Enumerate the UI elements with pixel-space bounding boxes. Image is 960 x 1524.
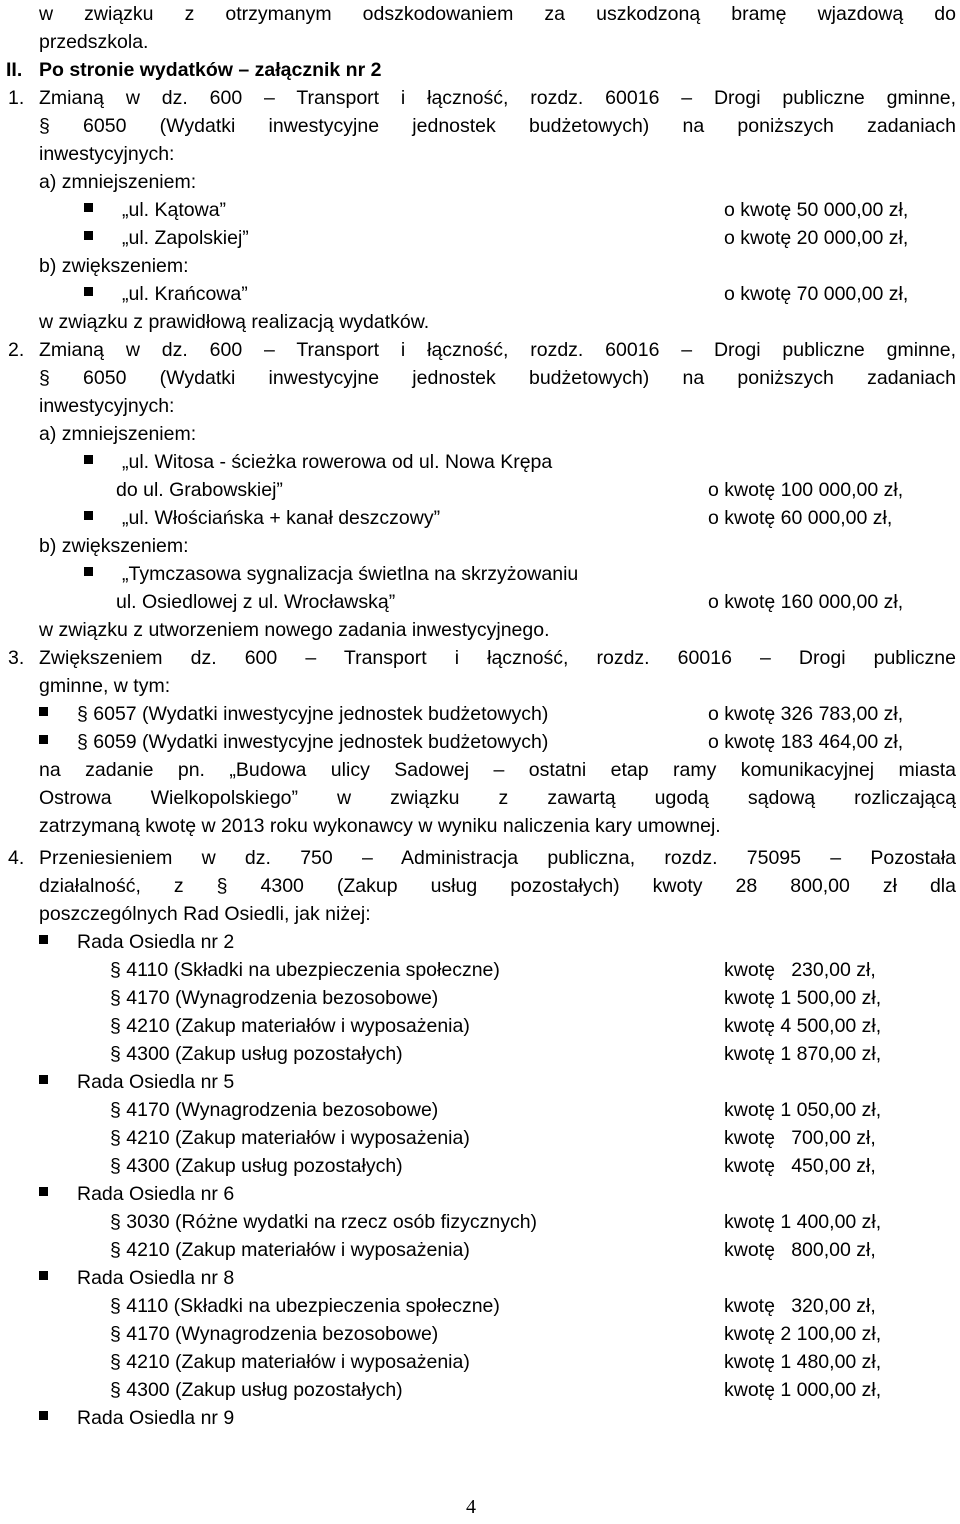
council-item-amount: kwotę 450,00 zł,: [724, 1155, 876, 1177]
text-line: „ul. Włościańska + kanał deszczowy”: [122, 507, 441, 529]
text-line: § 6050 (Wydatki inwestycyjne jednostek budżetowych) na poniższych zadaniach: [39, 115, 956, 137]
council-item-text: § 4210 (Zakup materiałów i wyposażenia): [110, 1351, 470, 1373]
list-number: 2.: [8, 339, 25, 361]
bullet-icon: [39, 1075, 48, 1084]
council-item-text: § 4210 (Zakup materiałów i wyposażenia): [110, 1239, 470, 1261]
text-line: Zmianą w dz. 600 – Transport i łączność, rozdz. 60016 – Drogi publiczne gminne,: [39, 339, 956, 361]
text-line: „ul. Zapolskiej”: [122, 227, 249, 249]
council-item-text: § 3030 (Różne wydatki na rzecz osób fizycznych): [110, 1211, 538, 1233]
text-line: Przeniesieniem w dz. 750 – Administracja publiczna, rozdz. 75095 – Pozostała: [39, 847, 956, 869]
list-number: 3.: [8, 647, 25, 669]
council-item-text: § 4110 (Składki na ubezpieczenia społeczne): [110, 1295, 500, 1317]
text-line: poszczególnych Rad Osiedli, jak niżej:: [39, 903, 371, 925]
council-item-text: § 4170 (Wynagrodzenia bezosobowe): [110, 987, 439, 1009]
bullet-icon: [39, 735, 48, 744]
council-item-amount: kwotę 1 480,00 zł,: [724, 1351, 882, 1373]
council-item-text: § 4300 (Zakup usług pozostałych): [110, 1043, 403, 1065]
bullet-icon: [39, 935, 48, 944]
council-item-amount: kwotę 4 500,00 zł,: [724, 1015, 882, 1037]
text-line: na zadanie pn. „Budowa ulicy Sadowej – ostatni etap ramy komunikacyjnej miasta: [39, 759, 956, 781]
text-line: b) zwiększeniem:: [39, 255, 189, 277]
text-line: b) zwiększeniem:: [39, 535, 189, 557]
council-item-text: § 4170 (Wynagrodzenia bezosobowe): [110, 1323, 439, 1345]
council-item-text: § 4110 (Składki na ubezpieczenia społeczne): [110, 959, 500, 981]
text-line: w związku z otrzymanym odszkodowaniem za uszkodzoną bramę wjazdową do: [39, 3, 956, 25]
text-line: § 6057 (Wydatki inwestycyjne jednostek budżetowych): [77, 703, 549, 725]
bullet-icon: [84, 203, 93, 212]
text-line: „ul. Witosa - ścieżka rowerowa od ul. Nowa Krępa: [122, 451, 553, 473]
bullet-icon: [39, 707, 48, 716]
bullet-icon: [39, 1411, 48, 1420]
amount: o kwotę 20 000,00 zł,: [724, 227, 909, 249]
bullet-icon: [39, 1187, 48, 1196]
bullet-icon: [84, 511, 93, 520]
council-name: Rada Osiedla nr 8: [77, 1267, 235, 1289]
amount: o kwotę 60 000,00 zł,: [708, 507, 893, 529]
text-line: inwestycyjnych:: [39, 395, 175, 417]
text-line: zatrzymaną kwotę w 2013 roku wykonawcy w wyniku naliczenia kary umownej.: [39, 815, 721, 837]
text-line: § 6050 (Wydatki inwestycyjne jednostek budżetowych) na poniższych zadaniach: [39, 367, 956, 389]
text-line: „Tymczasowa sygnalizacja świetlna na skrzyżowaniu: [122, 563, 579, 585]
text-line: § 6059 (Wydatki inwestycyjne jednostek budżetowych): [77, 731, 549, 753]
text-line: a) zmniejszeniem:: [39, 171, 197, 193]
text-line: Ostrowa Wielkopolskiego” w związku z zawartą ugodą sądową rozliczającą: [39, 787, 956, 809]
amount: o kwotę 160 000,00 zł,: [708, 591, 904, 613]
page-number: 4: [466, 1496, 476, 1518]
amount: o kwotę 326 783,00 zł,: [708, 703, 904, 725]
council-item-amount: kwotę 1 050,00 zł,: [724, 1099, 882, 1121]
section-heading: Po stronie wydatków – załącznik nr 2: [39, 59, 382, 81]
council-item-amount: kwotę 1 870,00 zł,: [724, 1043, 882, 1065]
text-line: inwestycyjnych:: [39, 143, 175, 165]
text-line: a) zmniejszeniem:: [39, 423, 197, 445]
council-item-amount: kwotę 700,00 zł,: [724, 1127, 876, 1149]
text-line: do ul. Grabowskiej”: [116, 479, 283, 501]
council-item-amount: kwotę 1 500,00 zł,: [724, 987, 882, 1009]
text-line: gminne, w tym:: [39, 675, 171, 697]
amount: o kwotę 70 000,00 zł,: [724, 283, 909, 305]
list-number: 1.: [8, 87, 25, 109]
council-name: Rada Osiedla nr 6: [77, 1183, 235, 1205]
text-line: „ul. Kątowa”: [122, 199, 227, 221]
text-line: w związku z utworzeniem nowego zadania inwestycyjnego.: [39, 619, 550, 641]
council-item-amount: kwotę 800,00 zł,: [724, 1239, 876, 1261]
text-line: ul. Osiedlowej z ul. Wrocławską”: [116, 591, 396, 613]
council-item-amount: kwotę 2 100,00 zł,: [724, 1323, 882, 1345]
section-number: II.: [6, 59, 23, 81]
bullet-icon: [84, 455, 93, 464]
council-item-amount: kwotę 1 400,00 zł,: [724, 1211, 882, 1233]
council-item-text: § 4210 (Zakup materiałów i wyposażenia): [110, 1015, 470, 1037]
text-line: w związku z prawidłową realizacją wydatków.: [39, 311, 430, 333]
council-item-text: § 4210 (Zakup materiałów i wyposażenia): [110, 1127, 470, 1149]
text-line: działalność, z § 4300 (Zakup usług pozostałych) kwoty 28 800,00 zł dla: [39, 875, 956, 897]
text-line: Zmianą w dz. 600 – Transport i łączność, rozdz. 60016 – Drogi publiczne gminne,: [39, 87, 956, 109]
amount: o kwotę 100 000,00 zł,: [708, 479, 904, 501]
text-line: „ul. Krańcowa”: [122, 283, 248, 305]
council-item-text: § 4300 (Zakup usług pozostałych): [110, 1155, 403, 1177]
amount: o kwotę 50 000,00 zł,: [724, 199, 909, 221]
council-item-text: § 4170 (Wynagrodzenia bezosobowe): [110, 1099, 439, 1121]
bullet-icon: [84, 567, 93, 576]
council-name: Rada Osiedla nr 9: [77, 1407, 235, 1429]
council-item-amount: kwotę 230,00 zł,: [724, 959, 876, 981]
council-item-text: § 4300 (Zakup usług pozostałych): [110, 1379, 403, 1401]
council-item-amount: kwotę 1 000,00 zł,: [724, 1379, 882, 1401]
text-line: Zwiększeniem dz. 600 – Transport i łączność, rozdz. 60016 – Drogi publiczne: [39, 647, 956, 669]
council-item-amount: kwotę 320,00 zł,: [724, 1295, 876, 1317]
council-name: Rada Osiedla nr 2: [77, 931, 235, 953]
text-line: przedszkola.: [39, 31, 149, 53]
amount: o kwotę 183 464,00 zł,: [708, 731, 904, 753]
bullet-icon: [39, 1271, 48, 1280]
council-name: Rada Osiedla nr 5: [77, 1071, 235, 1093]
list-number: 4.: [8, 847, 25, 869]
bullet-icon: [84, 231, 93, 240]
bullet-icon: [84, 287, 93, 296]
